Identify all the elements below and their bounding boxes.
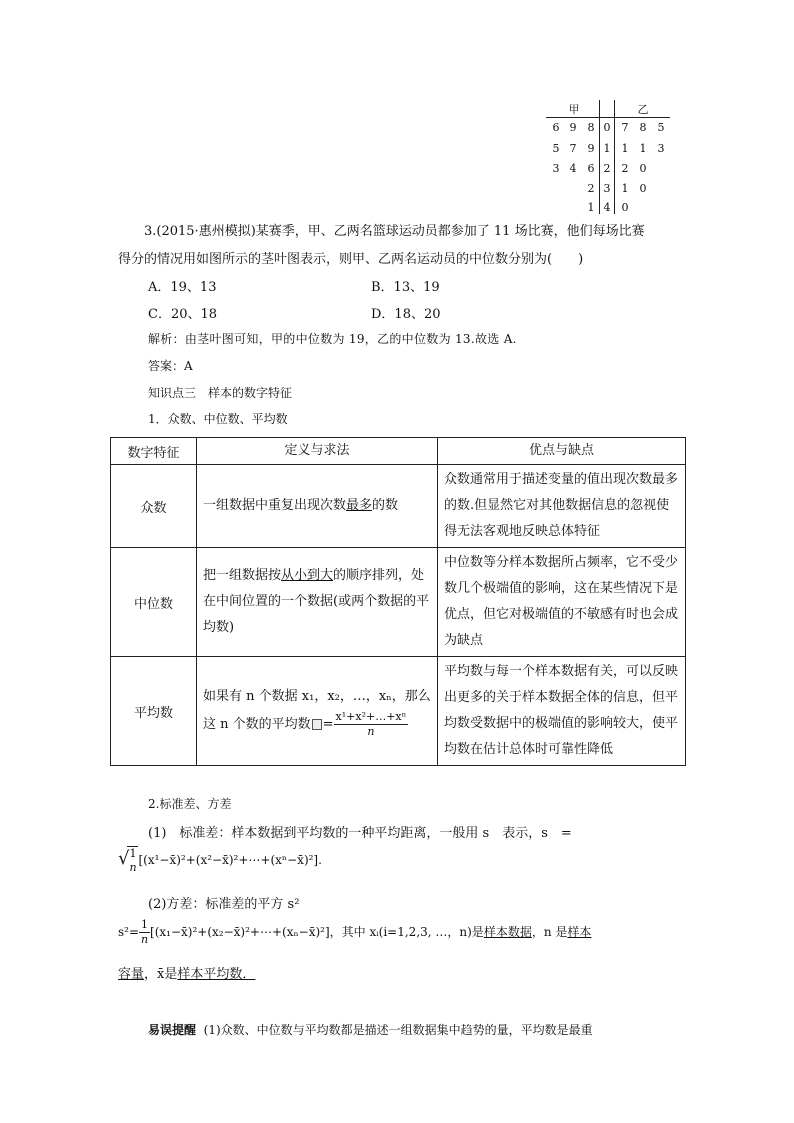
leaf-left: 9: [587, 142, 595, 155]
leaf-right: 5: [657, 121, 665, 134]
subsection-1-title: 1．众数、中位数、平均数: [148, 412, 288, 426]
leaf-right: 0: [639, 182, 647, 195]
leaf-right: 8: [639, 121, 647, 134]
analysis: 解析：由茎叶图可知，甲的中位数为 19，乙的中位数为 13.故选 A.: [148, 332, 517, 346]
xbar-symbol: [312, 719, 322, 730]
variance-title: (2)方差：标准差的平方 s²: [148, 897, 300, 912]
stem: 2: [603, 162, 611, 175]
leaf-left: 8: [587, 121, 595, 134]
stem: 3: [603, 182, 611, 195]
leaf-left: 2: [587, 182, 595, 195]
answer: 答案：A: [148, 359, 193, 373]
stem-leaf-divider-left: [599, 100, 600, 214]
mean-definition: 如果有 n 个数据 x₁，x₂，…，xₙ，那么 这 n 个数的平均数 = $\frac{\text{x¹+x²+…+xⁿ}}{n}$: [197, 657, 438, 766]
sqrt-symbol: √: [118, 848, 130, 869]
option-d: D．18、20: [371, 307, 441, 322]
header-pros-cons: 优点与缺点: [438, 438, 686, 465]
subsection-2-title: 2.标准差、方差: [148, 797, 232, 811]
median-pros-cons: 中位数等分样本数据所占频率，它不受少数几个极端值的影响，这在某些情况下是优点，但它对极端值的不敏感有时也会成为缺点: [438, 548, 686, 657]
leaf-left: 9: [569, 121, 577, 134]
variance-line-2: 容量，x̄是样本平均数．: [118, 967, 256, 982]
statistics-table: [110, 437, 686, 766]
variance-formula: s²= $\frac{1}{n}$ [(x₁−x̄)²+(x₂−x̄)²+⋯+(xₙ−x̄)²]，其中 xᵢ(i=1,2,3, …，n)是样本数据，n 是样本: [118, 918, 592, 946]
mode-pros-cons: 众数通常用于描述变量的值出现次数最多的数.但显然它对其他数据信息的忽视使得无法客观地反映总体特征: [438, 465, 686, 548]
stem-leaf-header-rule: [546, 117, 670, 118]
stem: 1: [603, 142, 611, 155]
leaf-right: 1: [621, 142, 629, 155]
mean-pros-cons: 平均数与每一个样本数据有关，可以反映出更多的关于样本数据全体的信息，但平均数受数据中的极端值的影响较大，使平均数在估计总体时可靠性降低: [438, 657, 686, 766]
leaf-left: 5: [552, 142, 560, 155]
leaf-right: 1: [639, 142, 647, 155]
leaf-right: 0: [621, 201, 629, 214]
section-title: 知识点三 样本的数字特征: [148, 386, 293, 400]
stem-leaf-header-right: 乙: [637, 103, 649, 116]
mean-fraction: $\frac{\text{x¹+x²+…+xⁿ}}{n}$: [335, 709, 407, 738]
leaf-left: 3: [552, 162, 560, 175]
mode-definition: 一组数据中重复出现次数最多的数: [197, 465, 438, 548]
leaf-right: 2: [621, 162, 629, 175]
problem-line-1: 3.(2015·惠州模拟)某赛季，甲、乙两名篮球运动员都参加了 11 场比赛，他们每场比赛: [144, 224, 645, 239]
stem: 4: [603, 201, 611, 214]
sd-definition: (1) 标准差：样本数据到平均数的一种平均距离，一般用 s 表示，s =: [148, 826, 572, 841]
stem-leaf-header-left: 甲: [568, 103, 580, 116]
reminder-label: 易误提醒: [148, 1023, 197, 1037]
header-feature: 数字特征: [111, 438, 197, 465]
leaf-right: 3: [657, 142, 665, 155]
leaf-left: 4: [569, 162, 577, 175]
problem-line-2: 得分的情况用如图所示的茎叶图表示，则甲、乙两名运动员的中位数分别为( ): [118, 252, 584, 267]
median-definition: 把一组数据按从小到大的顺序排列，处在中间位置的一个数据(或两个数据的平均数): [197, 548, 438, 657]
leaf-left: 7: [569, 142, 577, 155]
stem-leaf-divider-right: [614, 100, 615, 214]
mean-name: 平均数: [111, 657, 197, 766]
option-c: C．20、18: [148, 307, 218, 322]
leaf-left: 1: [587, 201, 595, 214]
leaf-right: 0: [639, 162, 647, 175]
reminder-text: (1)众数、中位数与平均数都是描述一组数据集中趋势的量，平均数是最重: [203, 1023, 593, 1037]
header-definition: 定义与求法: [197, 438, 438, 465]
stem: 0: [603, 121, 611, 134]
leaf-right: 1: [621, 182, 629, 195]
option-a: A．19、13: [148, 280, 217, 295]
option-b: B．13、19: [371, 280, 440, 295]
leaf-left: 6: [587, 162, 595, 175]
mode-name: 众数: [111, 465, 197, 548]
reminder: [148, 1021, 593, 1038]
median-name: 中位数: [111, 548, 197, 657]
sd-formula: √ 1 n [(x¹−x̄)²+(x²−x̄)²+⋯+(xⁿ−x̄)²].: [118, 847, 322, 874]
leaf-left: 6: [552, 121, 560, 134]
leaf-right: 7: [621, 121, 629, 134]
